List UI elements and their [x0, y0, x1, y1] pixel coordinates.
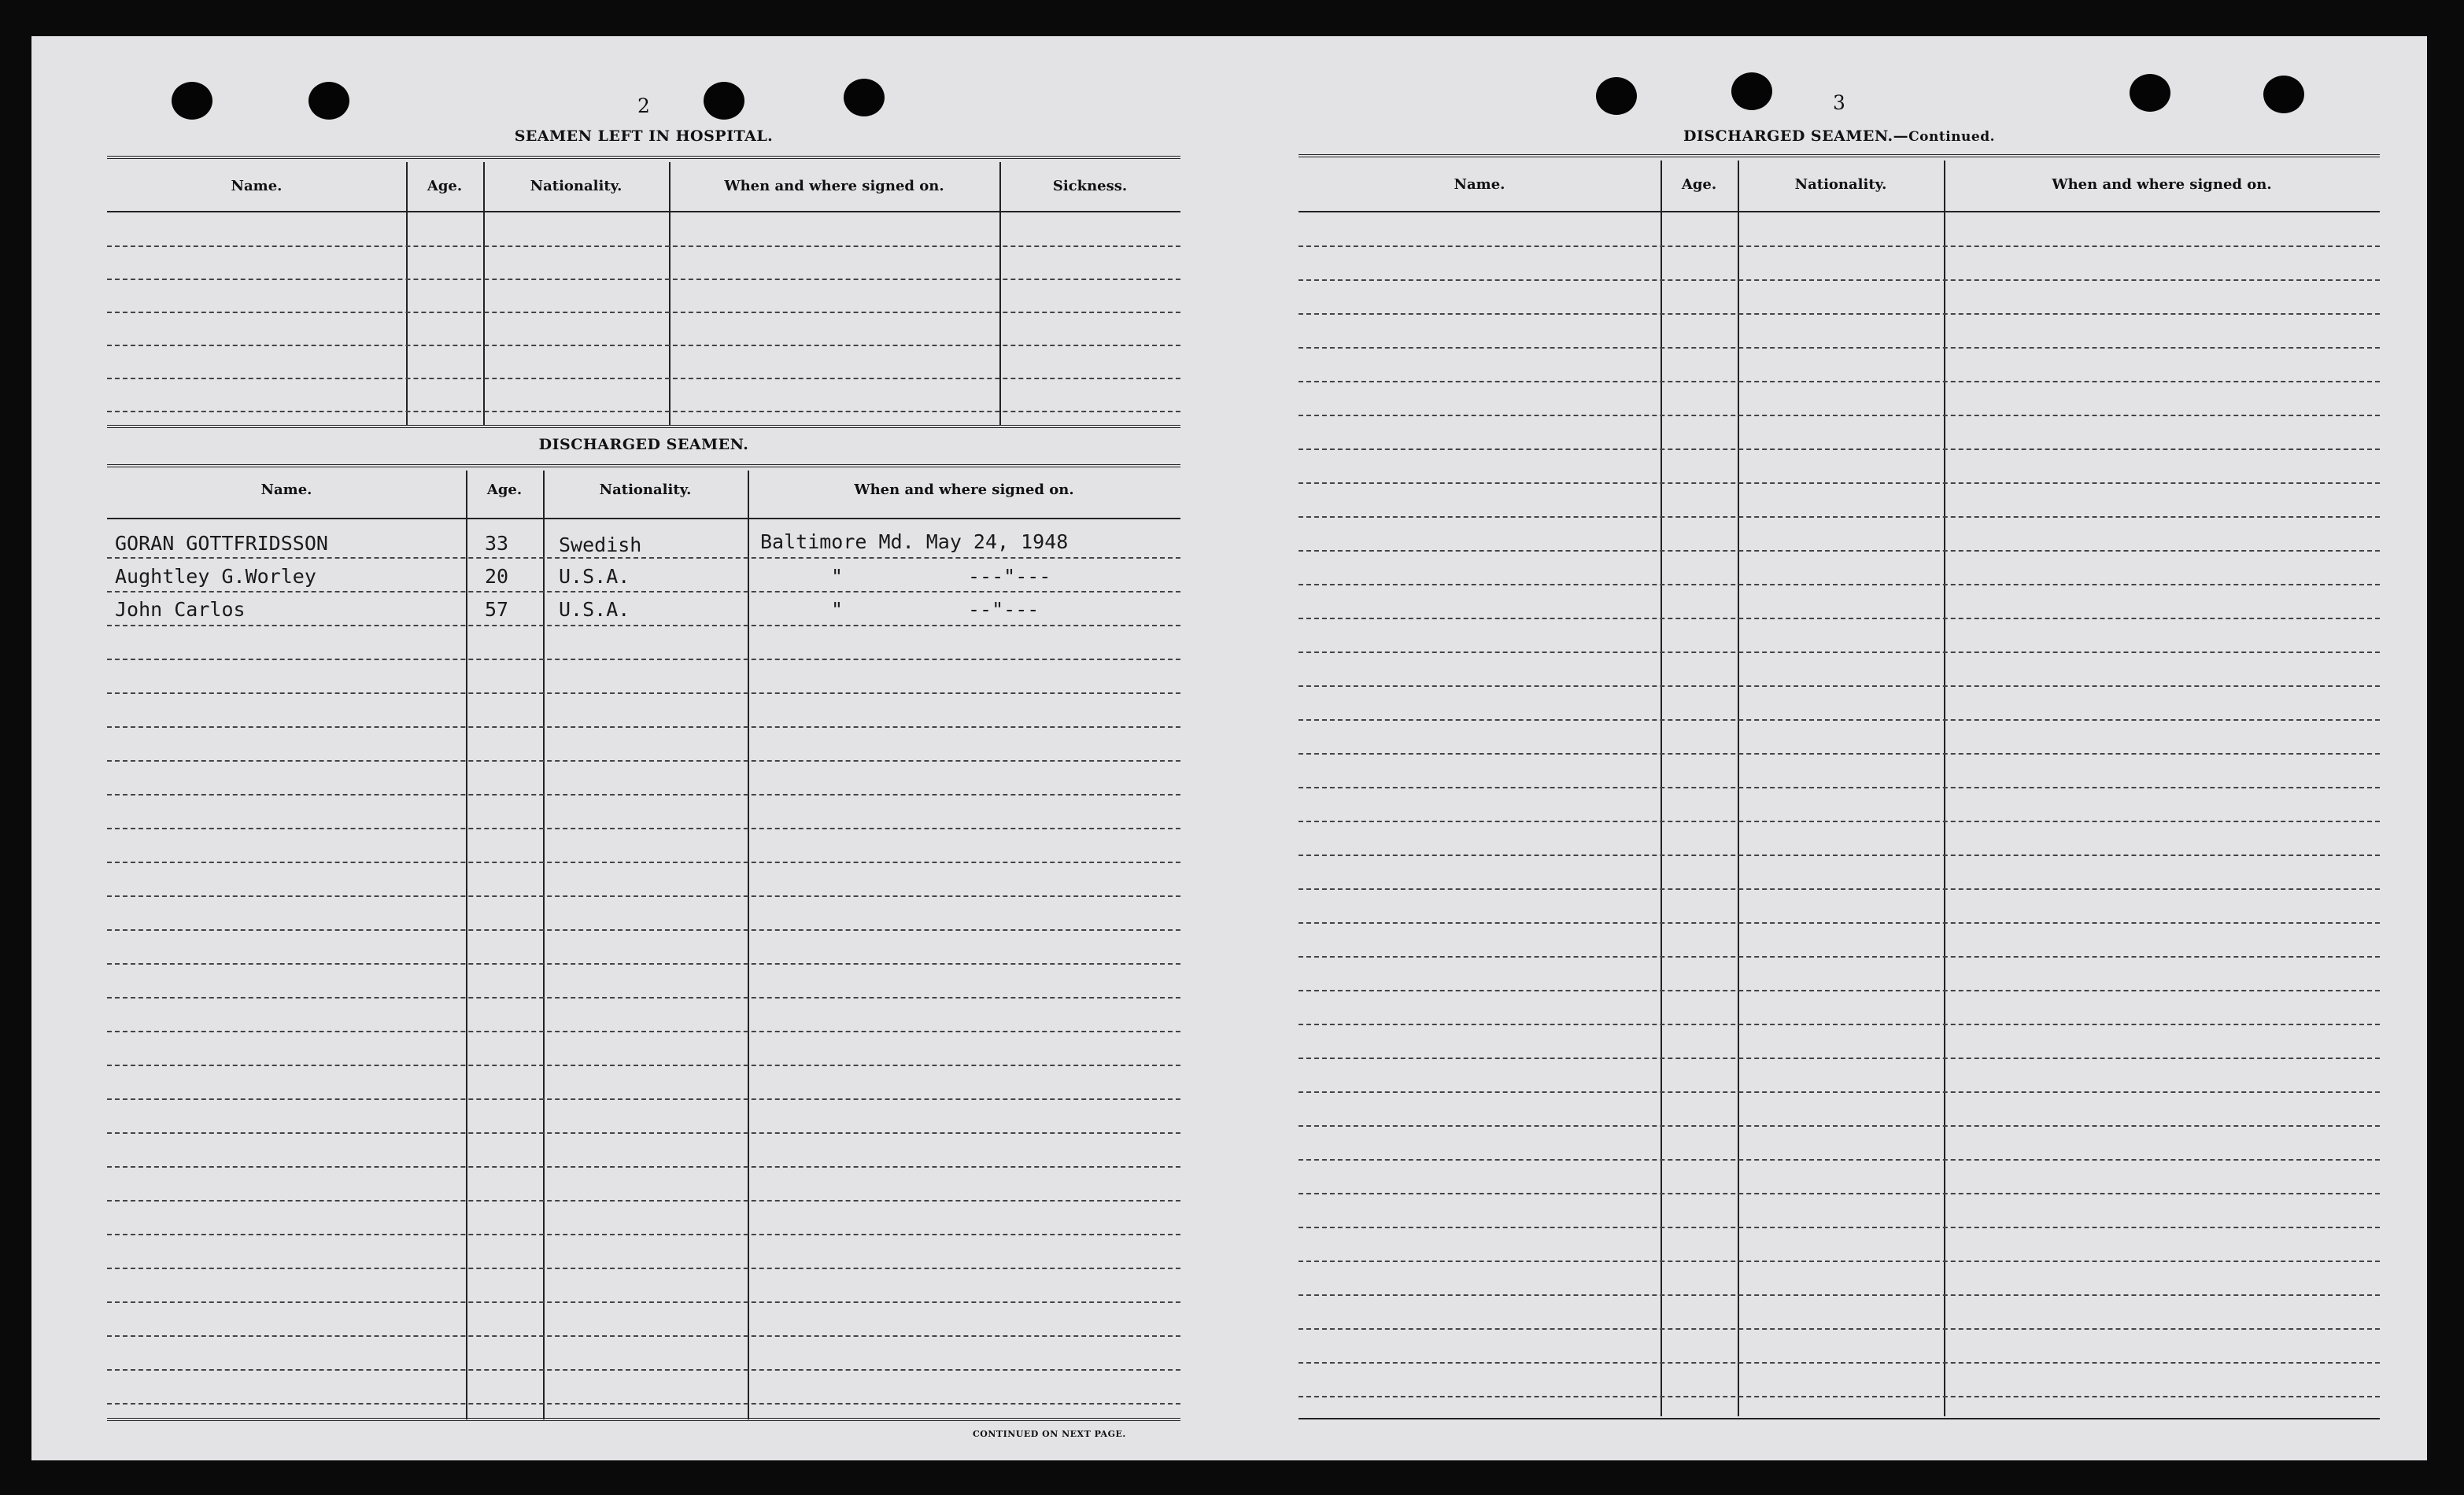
seaman-name: GORAN GOTTFRIDSSON [115, 532, 328, 555]
column-divider [406, 162, 408, 425]
signed-on-text: Baltimore Md. May 24, 1948 [760, 530, 1069, 553]
ruled-line [107, 862, 1180, 863]
ruled-line [107, 1335, 1180, 1337]
table-rule [107, 156, 1180, 159]
ruled-line [107, 828, 1180, 829]
continued-note: CONTINUED ON NEXT PAGE. [973, 1429, 1126, 1439]
ruled-line [1298, 1159, 2380, 1161]
ruled-line [1298, 1328, 2380, 1330]
ruled-line [107, 1098, 1180, 1100]
ruled-line [107, 1268, 1180, 1269]
col-header-signed-on: When and where signed on. [854, 482, 1074, 498]
ruled-line [1298, 1193, 2380, 1194]
column-divider [748, 471, 749, 1419]
ruled-line [107, 692, 1180, 694]
ruled-line [107, 345, 1180, 346]
ruled-line [1298, 1058, 2380, 1059]
ruled-line [107, 1166, 1180, 1168]
ruled-line [107, 312, 1180, 313]
seaman-nationality: Swedish [559, 533, 642, 556]
ruled-line [1298, 279, 2380, 281]
table-rule [107, 518, 1180, 519]
ruled-line [1298, 1227, 2380, 1228]
ruled-line [1298, 1261, 2380, 1262]
page-number: 2 [637, 94, 650, 117]
column-divider [999, 162, 1001, 425]
col-header-age: Age. [427, 178, 463, 194]
ruled-line [107, 1403, 1180, 1405]
page-number: 3 [1833, 91, 1845, 114]
ditto-mark: " [831, 598, 844, 621]
right-page [1298, 36, 2380, 1453]
ruled-line [107, 726, 1180, 728]
col-header-nationality: Nationality. [530, 178, 622, 194]
seaman-age: 20 [485, 565, 509, 588]
ruled-line [107, 794, 1180, 795]
seaman-age: 57 [485, 598, 509, 621]
table-rule [1298, 154, 2380, 157]
ruled-line [107, 760, 1180, 762]
ruled-line [1298, 448, 2380, 450]
ruled-line [1298, 313, 2380, 315]
ruled-line [1298, 245, 2380, 247]
col-header-name: Name. [1454, 176, 1505, 193]
ruled-line [1298, 1294, 2380, 1296]
left-page [107, 36, 1180, 1453]
table-rule [107, 1418, 1180, 1421]
col-header-nationality: Nationality. [599, 482, 692, 498]
ruled-line [1298, 415, 2380, 416]
ruled-line [107, 1132, 1180, 1134]
continued-title [1298, 127, 2380, 145]
col-header-age: Age. [1681, 176, 1717, 193]
hospital-title: SEAMEN LEFT IN HOSPITAL. [514, 127, 774, 145]
col-header-sickness: Sickness. [1052, 178, 1128, 194]
ruled-line [1298, 922, 2380, 924]
column-divider [669, 162, 670, 425]
ruled-line [107, 1301, 1180, 1303]
col-header-signed-on: When and where signed on. [724, 178, 944, 194]
ruled-line [1298, 618, 2380, 619]
ruled-line [107, 557, 1180, 559]
ruled-line [1298, 652, 2380, 653]
ruled-line [107, 1065, 1180, 1066]
ruled-line [1298, 1362, 2380, 1364]
ruled-line [107, 659, 1180, 660]
column-divider [543, 471, 545, 1419]
column-divider [483, 162, 485, 425]
ruled-line [107, 1234, 1180, 1235]
signed-on-text: --"--- [968, 598, 1040, 621]
col-header-age: Age. [486, 482, 523, 498]
seaman-age: 33 [485, 532, 509, 555]
seaman-nationality: U.S.A. [559, 565, 630, 588]
column-divider [466, 471, 467, 1419]
ruled-line [1298, 584, 2380, 585]
ruled-line [1298, 821, 2380, 822]
ruled-line [1298, 381, 2380, 382]
ruled-line [107, 1031, 1180, 1032]
seaman-nationality: U.S.A. [559, 598, 630, 621]
ruled-line [1298, 990, 2380, 991]
table-rule [1298, 211, 2380, 212]
ruled-line [1298, 685, 2380, 687]
ruled-line [1298, 753, 2380, 755]
ruled-line [1298, 347, 2380, 349]
table-rule [107, 464, 1180, 467]
ruled-line [107, 1369, 1180, 1371]
col-header-name: Name. [260, 482, 312, 498]
ruled-line [1298, 855, 2380, 856]
seaman-name: Aughtley G.Worley [115, 565, 316, 588]
ditto-mark: " [831, 565, 844, 588]
ruled-line [1298, 550, 2380, 552]
ruled-line [107, 929, 1180, 931]
ruled-line [107, 895, 1180, 897]
ruled-line [1298, 1396, 2380, 1397]
ruled-line [1298, 482, 2380, 484]
ruled-line [1298, 1024, 2380, 1025]
ruled-line [107, 279, 1180, 280]
title-main: DISCHARGED SEAMEN.— [1683, 127, 1909, 145]
discharged-title: DISCHARGED SEAMEN. [538, 436, 749, 453]
col-header-name: Name. [231, 178, 283, 194]
ruled-line [107, 245, 1180, 247]
table-rule [107, 425, 1180, 428]
col-header-signed-on: When and where signed on. [2052, 176, 2272, 193]
ruled-line [1298, 1125, 2380, 1127]
col-header-nationality: Nationality. [1794, 176, 1887, 193]
table-rule [107, 211, 1180, 212]
ruled-line [107, 1200, 1180, 1202]
ruled-line [1298, 956, 2380, 958]
ruled-line [107, 378, 1180, 379]
ruled-line [1298, 719, 2380, 721]
ruled-line [107, 591, 1180, 592]
table-rule [1298, 1418, 2380, 1419]
ruled-line [107, 963, 1180, 965]
ruled-line [1298, 516, 2380, 518]
ruled-line [107, 997, 1180, 999]
ruled-line [107, 411, 1180, 412]
signed-on-text: ---"--- [968, 565, 1051, 588]
title-continued: Continued. [1908, 129, 1996, 145]
ruled-line [107, 625, 1180, 626]
ruled-line [1298, 888, 2380, 890]
ruled-line [1298, 1091, 2380, 1093]
ruled-line [1298, 787, 2380, 788]
document-sheet [31, 36, 2427, 1460]
seaman-name: John Carlos [115, 598, 246, 621]
